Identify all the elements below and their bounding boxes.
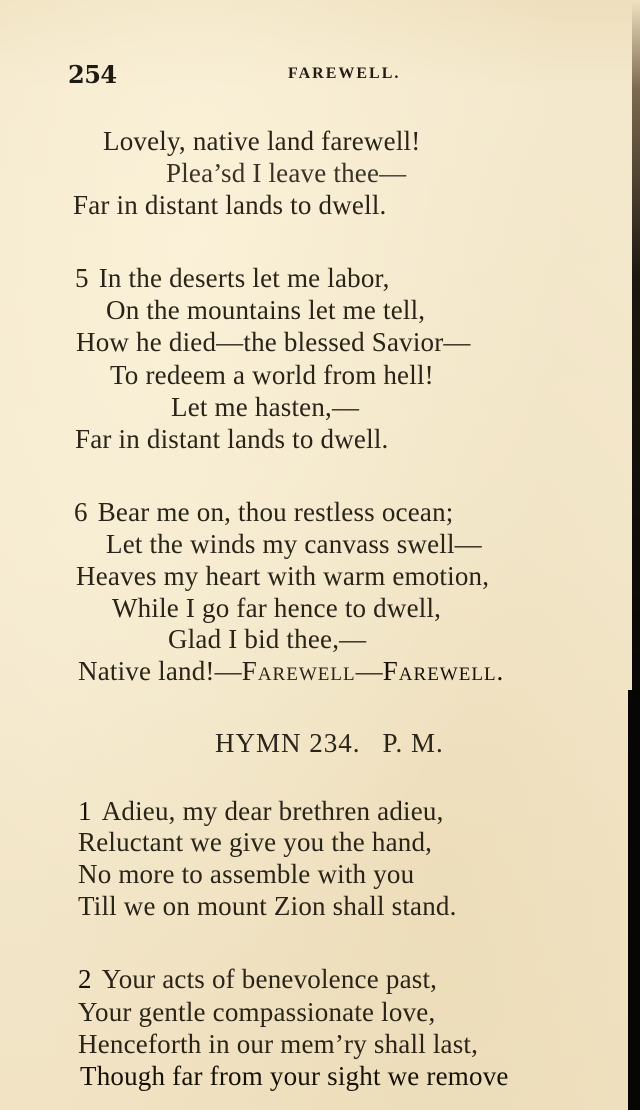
verse-line: Though far from your sight we remove (80, 1061, 509, 1091)
verse-line: Far in distant lands to dwell. (73, 190, 387, 220)
verse-text: Native land!— (78, 656, 242, 686)
stanza-number: 6 (74, 497, 88, 527)
hymn-meter: P. M. (382, 728, 444, 758)
verse-line: Till we on mount Zion shall stand. (78, 891, 457, 921)
verse-line-numbered (78, 796, 444, 826)
verse-line: While I go far hence to dwell, (112, 593, 442, 623)
verse-line: Let the winds my canvass swell— (106, 529, 482, 559)
hymn-title (215, 728, 444, 759)
verse-line: Reluctant we give you the hand, (78, 827, 433, 857)
verse-line: Your gentle compassionate love, (78, 997, 436, 1027)
verse-line: On the mountains let me tell, (106, 295, 426, 325)
stanza-number: 2 (78, 964, 92, 994)
verse-line: No more to assemble with you (78, 859, 415, 889)
stanza-number: 1 (78, 796, 92, 826)
page-edge-shadow-lower (628, 690, 640, 1110)
farewell-small-caps: Farewell. (382, 656, 505, 686)
dash: — (355, 656, 383, 686)
verse-line: Henceforth in our mem’ry shall last, (78, 1029, 479, 1059)
verse-line-farewell (78, 656, 504, 686)
verse-line-numbered (74, 497, 454, 527)
verse-line-numbered (78, 964, 437, 994)
page-number: 254 (68, 60, 117, 89)
verse-line: Far in distant lands to dwell. (75, 424, 389, 454)
verse-line: Glad I bid thee,— (168, 624, 367, 654)
page-header (68, 58, 588, 92)
verse-line-numbered (75, 263, 390, 293)
verse-line: Plea’sd I leave thee— (166, 158, 407, 188)
verse-text: Adieu, my dear brethren adieu, (101, 796, 444, 826)
verse-line: Heaves my heart with warm emotion, (76, 561, 490, 591)
stanza-number: 5 (75, 263, 89, 293)
verse-line: To redeem a world from hell! (110, 360, 434, 390)
verse-text: Bear me on, thou restless ocean; (97, 497, 454, 527)
verse-text: Your acts of benevolence past, (101, 964, 438, 994)
running-title: FAREWELL. (288, 65, 401, 82)
farewell-small-caps: Farewell (241, 656, 356, 686)
hymn-number: HYMN 234. (215, 728, 361, 758)
verse-text: In the deserts let me labor, (98, 263, 390, 293)
verse-line: Let me hasten,— (171, 392, 360, 422)
verse-line: How he died—the blessed Savior— (76, 327, 471, 357)
verse-line: Lovely, native land farewell! (103, 126, 421, 156)
